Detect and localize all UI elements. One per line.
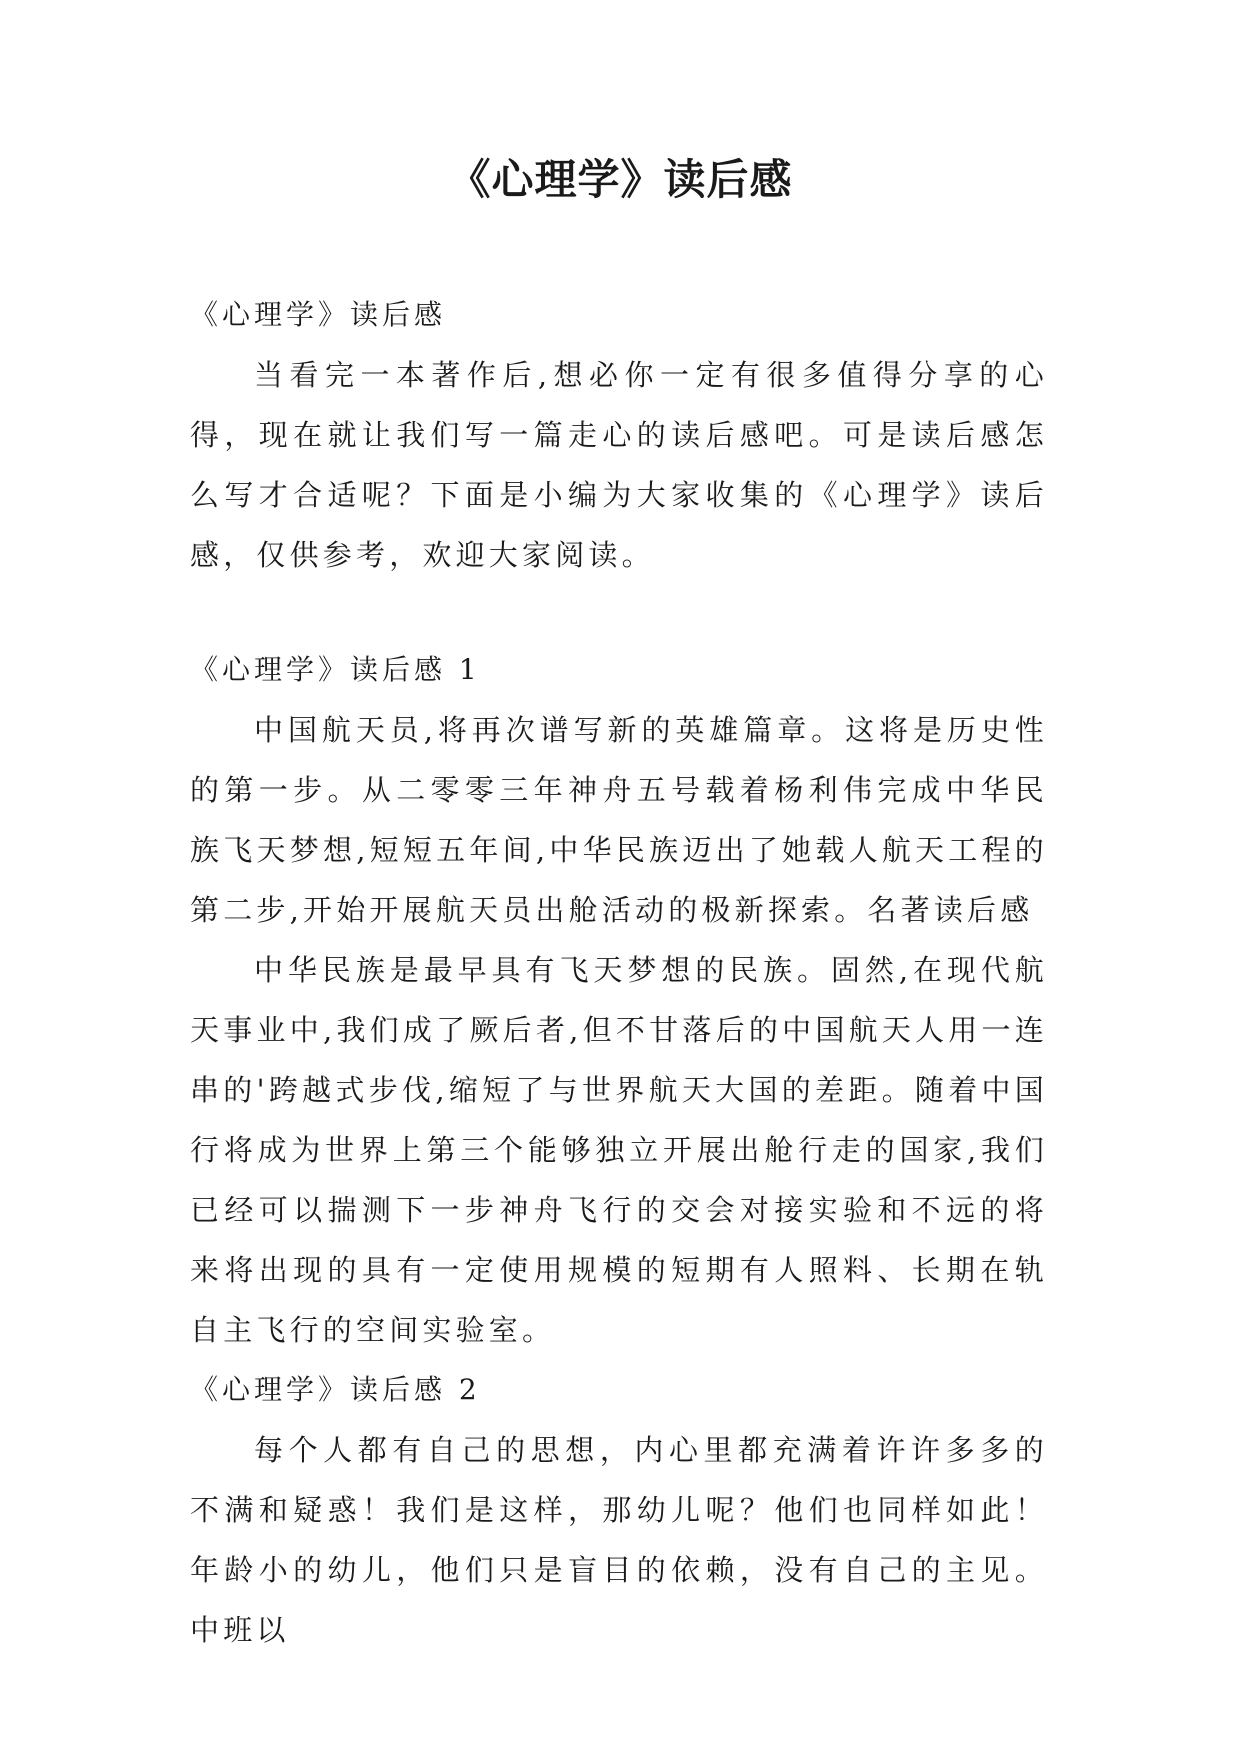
intro-heading: 《心理学》读后感 — [190, 298, 447, 331]
section-1-heading: 《心理学》读后感 1 — [190, 653, 481, 686]
document-body — [190, 285, 1048, 1660]
section-spacer — [190, 585, 1048, 640]
section-1-paragraph-1: 中国航天员,将再次谱写新的英雄篇章。这将是历史性的第一步。从二零零三年神舟五号载着杨利伟完成中华民族飞天梦想,短短五年间,中华民族迈出了她载人航天工程的第二步,开始开展航天员出舱活动的极新探索。名著读后感 — [190, 713, 1048, 927]
intro-paragraph: 当看完一本著作后,想必你一定有很多值得分享的心得，现在就让我们写一篇走心的读后感吧。可是读后感怎么写才合适呢？下面是小编为大家收集的《心理学》读后感，仅供参考，欢迎大家阅读。 — [190, 358, 1048, 572]
section-2-paragraph-1: 每个人都有自己的思想，内心里都充满着许许多多的不满和疑惑！我们是这样，那幼儿呢？他们也同样如此！年龄小的幼儿，他们只是盲目的依赖，没有自己的主见。中班以 — [190, 1433, 1048, 1647]
document-title: 《心理学》读后感 — [448, 155, 793, 204]
section-2-heading: 《心理学》读后感 2 — [190, 1373, 481, 1406]
section-1-paragraph-2: 中华民族是最早具有飞天梦想的民族。固然,在现代航天事业中,我们成了厥后者,但不甘落后的中国航天人用一连串的'跨越式步伐,缩短了与世界航天大国的差距。随着中国行将成为世界上第三个能够独立开展出舱行走的国家,我们已经可以揣测下一步神舟飞行的交会对接实验和不远的将来将出现的具有一定使用规模的短期有人照料、长期在轨自主飞行的空间实验室。 — [190, 953, 1048, 1347]
